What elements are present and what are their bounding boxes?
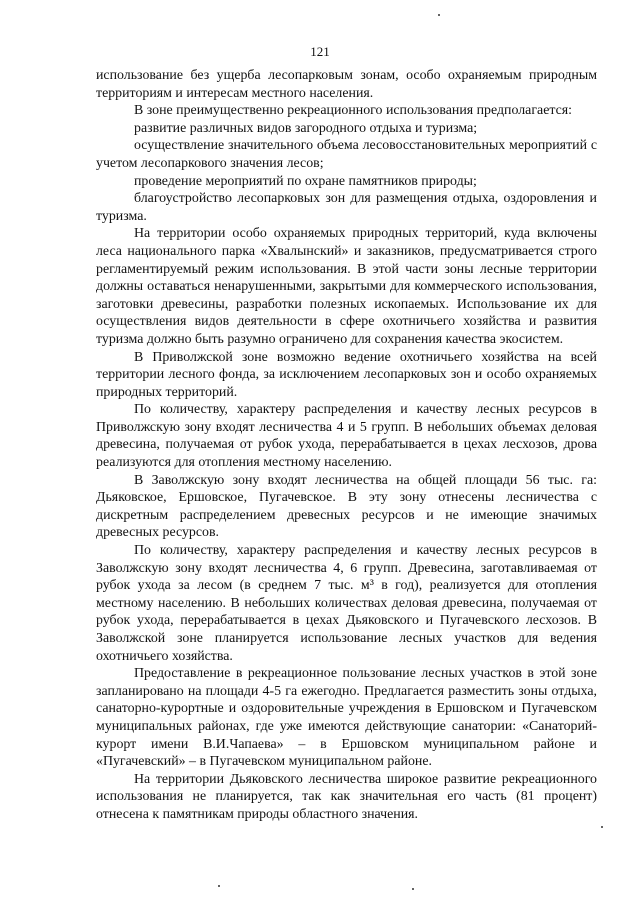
paragraph-1: использование без ущерба лесопарковым зонам, особо охраняемым природным территориям и интересам местного населения. xyxy=(96,68,597,101)
paragraph-6: благоустройство лесопарковых зон для размещения отдыха, оздоровления и туризма. xyxy=(96,191,597,224)
scan-speck xyxy=(601,826,603,828)
paragraph-12: Предоставление в рекреационное пользование лесных участков в этой зоне запланировано на площади 4-5 га ежегодно. Предлагается разместить зоны отдыха, санаторно-курортные и оздоровительные учреждения в Ершовском и Пугачевском муниципальных районах, где уже имеются действующие санатории: «Санаторий-курорт имени В.И.Чапаева» – в Ершовском муниципальном районе и «Пугачевский» – в Пугачевском муниципальном районе. xyxy=(96,666,597,770)
scan-speck xyxy=(438,14,440,16)
paragraph-11: По количеству, характеру распределения и качеству лесных ресурсов в Заволжскую зону входят лесничества 4, 6 групп. Древесина, заготавливаемая от рубок ухода за лесом (в среднем 7 тыс. м³ в год), реализуется для отопления местному населению. В небольших количествах деловая древесина, получаемая от рубок ухода, перерабатывается в цехах Дьяковского и Пугачевского лесхозов. В Заволжской зоне планируется использование лесных участков для ведения охотничьего хозяйства. xyxy=(96,543,597,664)
scan-speck xyxy=(412,888,414,890)
paragraph-13: На территории Дьяковского лесничества широкое развитие рекреационного использования не планируется, так как значительная его часть (81 процент) отнесена к памятникам природы областного значения. xyxy=(96,771,597,822)
paragraph-7: На территории особо охраняемых природных территорий, куда включены леса национального парка «Хвалынский» и заказников, предусматривается строго регламентируемый режим использования. В этой части зоны лесные территории должны оставаться ненарушенными, закрытыми для коммерческого использования, заготовки древесины, разработки полезных ископаемых. Использование их для осуществления видов деятельности в сфере охотничьего хозяйства и развития туризма должно быть разумно ограничено для сохранения качества экосистем. xyxy=(96,226,597,347)
paragraph-5: проведение мероприятий по охране памятников природы; xyxy=(134,173,477,189)
paragraph-10: В Заволжскую зону входят лесничества на общей площади 56 тыс. га: Дьяковское, Ершовское, Пугачевское. В эту зону отнесены лесничества с дискретным распределением древесных ресурсов и не имеющие значимых древесных ресурсов. xyxy=(96,472,597,541)
scan-speck xyxy=(218,885,220,887)
paragraph-4: осуществление значительного объема лесовосстановительных мероприятий с учетом лесопаркового значения лесов; xyxy=(96,138,597,171)
paragraph-3: развитие различных видов загородного отдыха и туризма; xyxy=(134,120,478,136)
paragraph-8: В Приволжской зоне возможно ведение охотничьего хозяйства на всей территории лесного фонда, за исключением лесопарковых зон и особо охраняемых природных территорий. xyxy=(96,349,597,400)
paragraph-2: В зоне преимущественно рекреационного использования предполагается: xyxy=(134,103,573,119)
document-body xyxy=(96,67,597,824)
page-number: 121 xyxy=(310,44,330,59)
paragraph-9: По количеству, характеру распределения и качеству лесных ресурсов в Приволжскую зону входят лесничества 4 и 5 групп. В небольших объемах деловая древесина, получаемая от рубок ухода, перерабатывается в цехах лесхозов, дрова реализуются для отопления местному населению. xyxy=(96,402,597,471)
